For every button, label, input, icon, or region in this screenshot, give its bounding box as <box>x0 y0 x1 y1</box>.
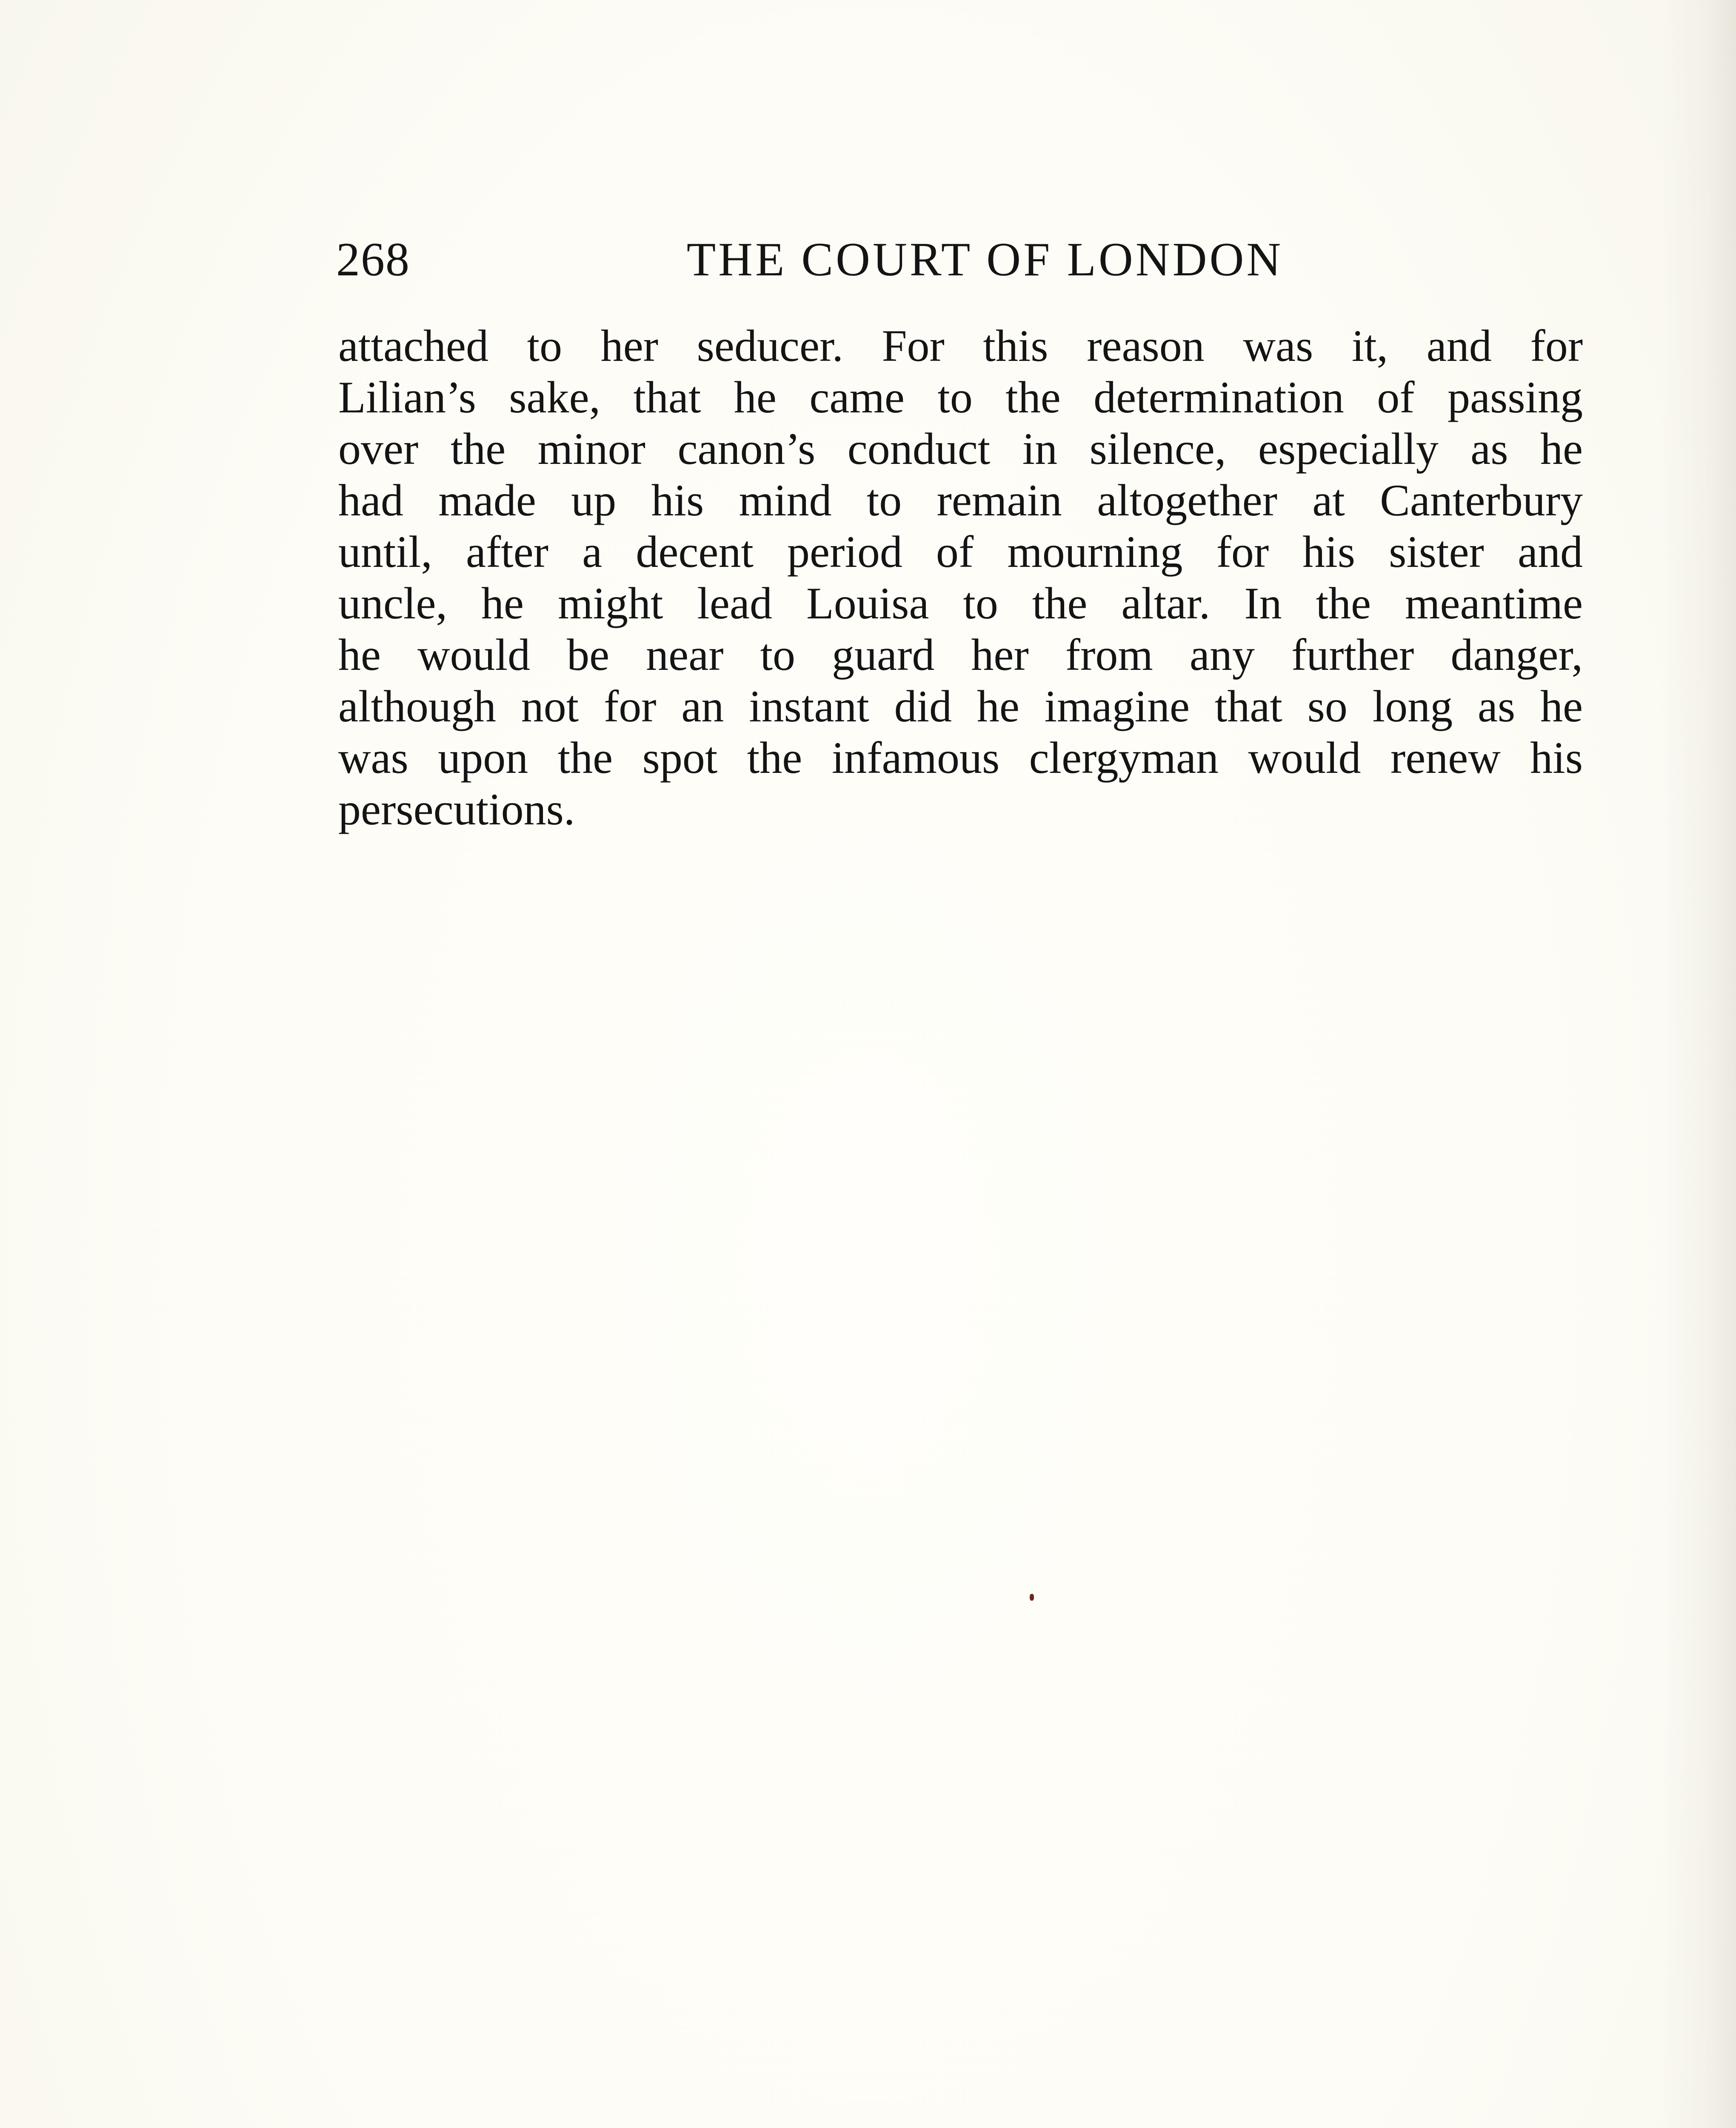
paper-speck <box>1030 1594 1034 1601</box>
text-line: attached to her seducer. For this reason was it, and for <box>338 321 1583 371</box>
text-line: uncle, he might lead Louisa to the altar. In the meantime <box>338 578 1583 628</box>
page-header <box>336 226 1583 294</box>
page-edge-shadow <box>1659 0 1736 2128</box>
text-line: Lilian’s sake, that he came to the determination of passing <box>338 372 1583 422</box>
text-line: over the minor canon’s conduct in silence, especially as he <box>338 424 1583 474</box>
text-line: persecutions. <box>338 784 575 834</box>
text-line: although not for an instant did he imagine that so long as he <box>338 681 1583 731</box>
text-line: until, after a decent period of mourning for his sister and <box>338 527 1583 577</box>
text-line: had made up his mind to remain altogether at Canterbury <box>338 475 1583 525</box>
running-title: THE COURT OF LONDON <box>686 233 1284 286</box>
text-line: was upon the spot the infamous clergyman would renew his <box>338 733 1583 783</box>
text-line: he would be near to guard her from any further danger, <box>338 630 1583 680</box>
body-paragraph <box>338 320 1583 835</box>
page-number: 268 <box>336 233 410 286</box>
